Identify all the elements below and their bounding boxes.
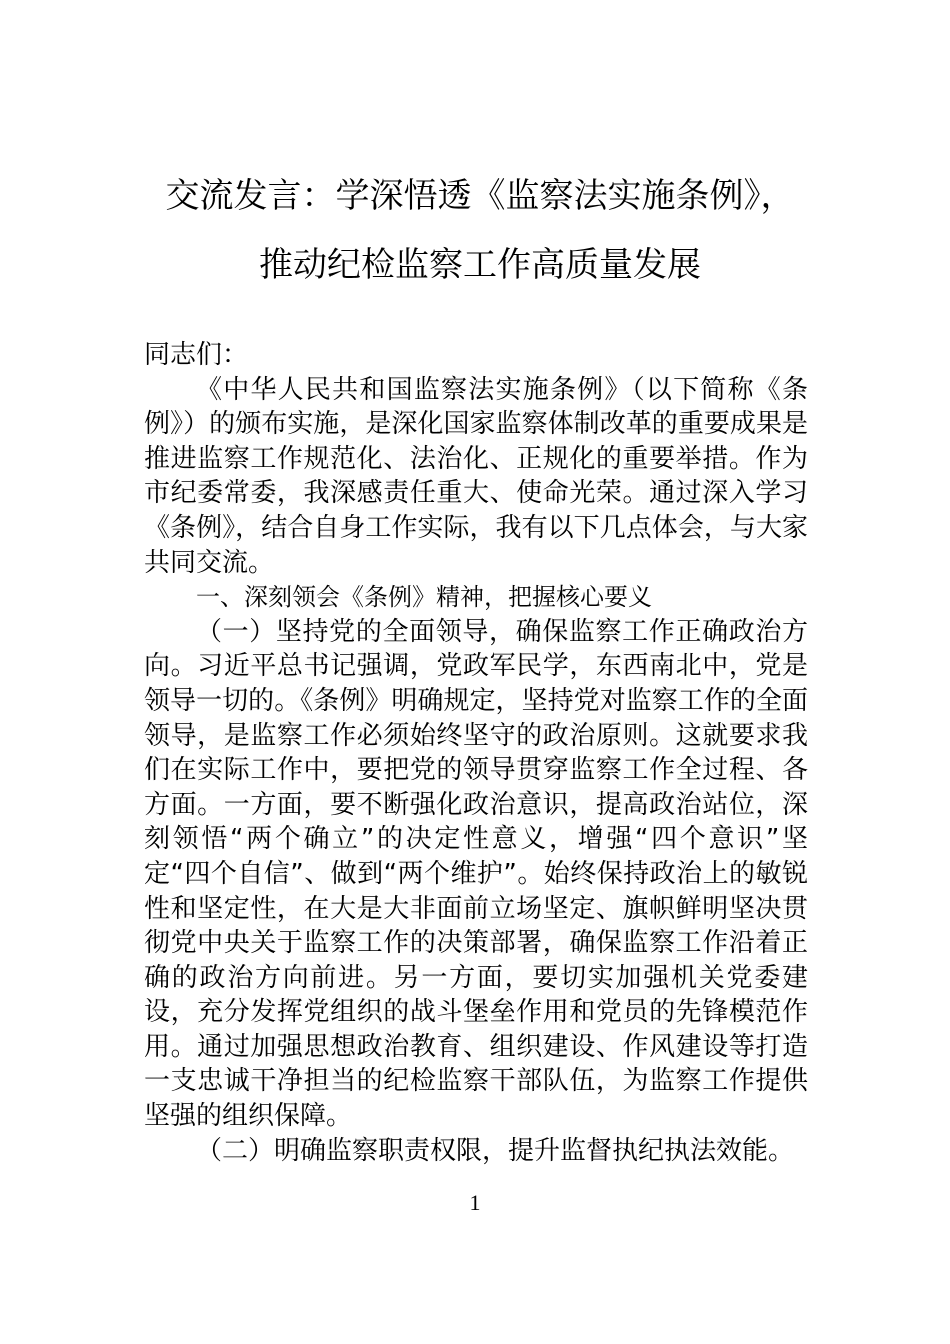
section-heading-1: 一、深刻领会《条例》精神，把握核心要义 xyxy=(196,583,652,612)
paragraph-subsection-1: （一）坚持党的全面领导，确保监察工作正确政治方向。习近平总书记强调，党政军民学，东西南北中，党是领导一切的。《条例》明确规定，坚持党对监察工作的全面领导，是监察工作必须始终坚守的政治原则。这就要求我们在实际工作中，要把党的领导贯穿监察工作全过程、各方面。一方面，要不断强化政治意识，提高政治站位，深刻领悟“两个确立”的决定性意义，增强“四个意识”坚定“四个自信”、做到“两个维护”。始终保持政治上的敏锐性和坚定性，在大是大非面前立场坚定、旗帜鲜明坚决贯彻党中央关于监察工作的决策部署，确保监察工作沿着正确的政治方向前进。另一方面，要切实加强机关党委建设，充分发挥党组织的战斗堡垒作用和党员的先锋模范作用。通过加强思想政治教育、组织建设、作风建设等打造一支忠诚干净担当的纪检监察干部队伍，为监察工作提供坚强的组织保障。 xyxy=(144,616,808,1132)
paragraph-subsection-2: （二）明确监察职责权限，提升监督执纪执法效能。 xyxy=(196,1135,795,1166)
paragraph-intro: 《中华人民共和国监察法实施条例》（以下简称《条例》）的颁布实施，是深化国家监察体制改革的重要成果是推进监察工作规范化、法治化、正规化的重要举措。作为市纪委常委，我深感责任重大、使命光荣。通过深入学习《条例》，结合自身工作实际，我有以下几点体会，与大家共同交流。 xyxy=(144,374,808,578)
document-title-line-2: 推动纪检监察工作高质量发展 xyxy=(259,245,701,285)
page-number: 1 xyxy=(469,1190,481,1215)
document-body xyxy=(144,338,808,1168)
salutation: 同志们： xyxy=(144,340,249,370)
document-title-line-1: 交流发言：学深悟透《监察法实施条例》， xyxy=(165,176,795,216)
